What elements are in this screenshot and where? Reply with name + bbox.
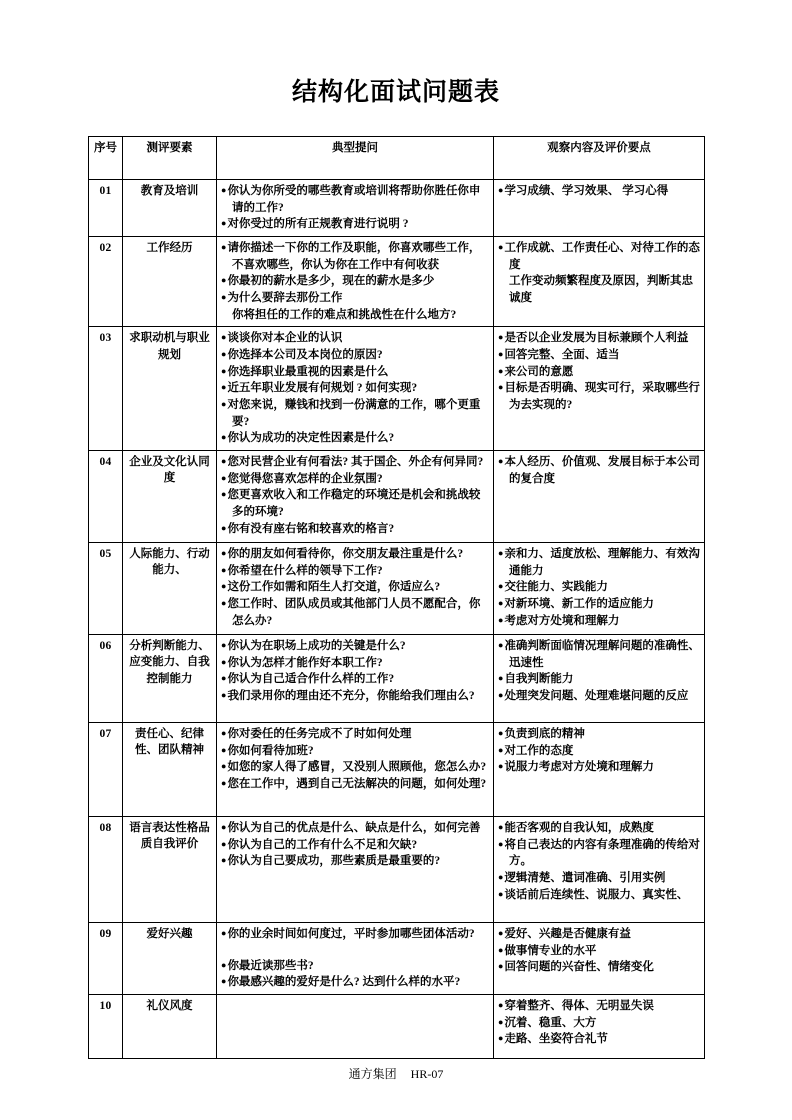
typical-questions-cell (217, 995, 494, 1059)
bullet-icon: ● (221, 656, 227, 667)
bullet-icon: ● (221, 640, 227, 651)
question-text: 你认为自己适合作什么样的工作? (227, 673, 395, 686)
observation-item (498, 579, 700, 596)
observation-item-plain: 工作变动频繁程度及原因，判断其忠诚度 (509, 275, 693, 305)
bullet-icon: ● (498, 888, 504, 899)
bullet-icon: ● (221, 399, 227, 410)
row-number: 06 (89, 635, 123, 723)
footer-org-name: 通方集团 (348, 1067, 397, 1081)
page-title: 结构化面试问题表 (291, 79, 500, 106)
question-item (221, 638, 489, 655)
question-text: 你选择职业最重视的因素是什么 (227, 365, 389, 378)
question-text: 近五年职业发展有何规划 ? 如何实现? (227, 382, 418, 395)
question-list (221, 454, 489, 537)
observation-text: 做事情专业的水平 (504, 944, 597, 957)
assessment-element: 企业及文化认同度 (123, 451, 217, 543)
typical-questions-cell (217, 635, 494, 723)
question-item (221, 330, 489, 347)
typical-questions-cell (217, 723, 494, 817)
observation-text: 工作成就、工作责任心、对待工作的态度 (504, 242, 700, 271)
bullet-icon: ● (221, 673, 227, 684)
observation-points-cell (494, 451, 705, 543)
bullet-icon: ● (221, 185, 227, 195)
footer-doc-code: HR-07 (410, 1067, 444, 1081)
observation-text: 目标是否明确、现实可行，采取哪些行为去实现的? (504, 382, 700, 412)
question-text: 您觉得您喜欢怎样的企业氛围? (227, 472, 383, 485)
observation-text: 准确判断面临情况理解问题的准确性、迅速性 (504, 640, 700, 669)
question-text: 为什么要辞去那份工作 (227, 292, 343, 305)
observation-text: 本人经历、价值观、发展目标于本公司的复合度 (504, 456, 700, 485)
observation-list (498, 998, 700, 1048)
bullet-icon: ● (221, 598, 227, 609)
column-header-element: 测评要素 (123, 137, 217, 180)
assessment-element: 分析判断能力、应变能力、自我控制能力 (123, 635, 217, 723)
observation-text: 交往能力、实践能力 (504, 581, 608, 594)
bullet-icon: ● (498, 332, 504, 343)
row-number: 02 (89, 237, 123, 327)
question-item (221, 671, 489, 688)
observation-item (498, 870, 700, 887)
observation-item (498, 183, 700, 200)
observation-item (498, 671, 700, 688)
question-list (221, 820, 489, 870)
bullet-icon: ● (221, 744, 227, 755)
table-row (89, 327, 705, 451)
question-item-plain: 你将担任的工作的难点和挑战性在什么地方? (232, 308, 457, 321)
observation-text: 沉着、稳重、大方 (504, 1016, 597, 1029)
observation-item (498, 347, 700, 364)
bullet-icon: ● (221, 472, 227, 483)
bullet-icon: ● (498, 349, 504, 360)
observation-text: 说服力考虑对方处境和理解力 (504, 761, 654, 774)
question-item (221, 926, 489, 943)
question-text: 你认为成功的决定性因素是什么? (227, 432, 395, 445)
observation-text: 考虑对方处境和理解力 (504, 614, 620, 627)
question-item (221, 688, 489, 705)
table-row (89, 995, 705, 1059)
observation-text: 逻辑清楚、遣词准确、引用实例 (504, 872, 666, 885)
observation-item (498, 943, 700, 960)
bullet-icon: ● (221, 349, 227, 360)
bullet-icon: ● (498, 614, 504, 625)
observation-item (498, 759, 700, 776)
observation-text: 处理突发问题、处理难堪问题的反应 (504, 690, 689, 703)
question-item (221, 347, 489, 364)
question-item (221, 397, 489, 430)
bullet-icon: ● (498, 690, 504, 701)
observation-text: 回答完整、全面、适当 (504, 349, 620, 362)
row-number: 08 (89, 817, 123, 923)
observation-text: 是否以企业发展为目标兼顾个人利益 (504, 332, 689, 345)
question-list (221, 330, 489, 447)
bullet-icon: ● (221, 332, 227, 343)
table-row (89, 635, 705, 723)
typical-questions-cell (217, 923, 494, 995)
bullet-icon: ● (498, 761, 504, 772)
observation-points-cell (494, 327, 705, 451)
question-item (221, 776, 489, 793)
observation-item (498, 1031, 700, 1048)
observation-points-cell (494, 817, 705, 923)
assessment-element: 爱好兴趣 (123, 923, 217, 995)
question-text: 你对委任的任务完成不了时如何处理 (227, 728, 412, 741)
observation-text: 亲和力、适度放松、理解能力、有效沟通能力 (504, 548, 700, 577)
page-footer (0, 1065, 792, 1082)
bullet-icon: ● (221, 365, 227, 376)
assessment-element: 教育及培训 (123, 180, 217, 237)
bullet-icon: ● (221, 489, 227, 500)
question-text: 您对民营企业有何看法? 其于国企、外企有何异同? (227, 456, 484, 469)
bullet-icon: ● (498, 928, 504, 939)
bullet-icon: ● (498, 944, 504, 955)
observation-item (498, 837, 700, 870)
bullet-icon: ● (498, 581, 504, 592)
observation-points-cell (494, 543, 705, 635)
bullet-icon: ● (221, 728, 227, 739)
question-item (221, 471, 489, 488)
typical-questions-cell (217, 327, 494, 451)
bullet-icon: ● (221, 976, 227, 987)
question-item (221, 487, 489, 520)
observation-list (498, 546, 700, 629)
question-text: 你认为自己的工作有什么不足和欠缺? (227, 838, 418, 851)
observation-item (498, 240, 700, 273)
table-row (89, 451, 705, 543)
bullet-icon: ● (498, 185, 504, 195)
row-number: 10 (89, 995, 123, 1059)
question-item (221, 273, 489, 290)
bullet-icon: ● (498, 640, 504, 651)
question-text: 你的朋友如何看待你，你交朋友最注重是什么? (227, 548, 464, 561)
bullet-icon: ● (498, 838, 504, 849)
assessment-element: 礼仪风度 (123, 995, 217, 1059)
question-list (221, 726, 489, 793)
bullet-icon: ● (221, 292, 227, 303)
observation-item (498, 998, 700, 1015)
question-text: 你认为在职场上成功的关键是什么? (227, 640, 406, 653)
question-text: 你的业余时间如何度过，平时参加哪些团体活动? (227, 928, 475, 941)
question-text: 你最初的薪水是多少，现在的薪水是多少 (227, 275, 435, 288)
bullet-icon: ● (498, 822, 504, 833)
bullet-icon: ● (221, 564, 227, 575)
question-item (221, 655, 489, 672)
question-item (221, 183, 489, 216)
bullet-icon: ● (498, 598, 504, 609)
observation-item (498, 613, 700, 630)
question-text: 您工作时、团队成员或其他部门人员不愿配合，你怎么办? (227, 598, 481, 627)
question-list (221, 546, 489, 629)
bullet-icon: ● (221, 928, 227, 939)
observation-item (498, 688, 700, 705)
table-header (89, 137, 705, 180)
typical-questions-cell (217, 543, 494, 635)
question-item (221, 563, 489, 580)
observation-points-cell (494, 180, 705, 237)
bullet-icon: ● (221, 778, 227, 789)
question-item (221, 837, 489, 854)
observation-text: 能否客观的自我认知，成熟度 (504, 822, 654, 835)
question-list (221, 926, 489, 991)
bullet-icon: ● (498, 961, 504, 972)
bullet-icon: ● (498, 728, 504, 739)
bullet-icon: ● (221, 581, 227, 592)
typical-questions-cell (217, 451, 494, 543)
observation-text: 走路、坐姿符合礼节 (504, 1033, 608, 1046)
assessment-element: 求职动机与职业规划 (123, 327, 217, 451)
observation-item (498, 743, 700, 760)
observation-points-cell (494, 237, 705, 327)
bullet-icon: ● (498, 744, 504, 755)
table-body (89, 180, 705, 1059)
bullet-icon: ● (498, 872, 504, 883)
row-number: 05 (89, 543, 123, 635)
observation-item (498, 380, 700, 413)
question-item (221, 380, 489, 397)
typical-questions-cell (217, 817, 494, 923)
question-text: 谈谈你对本企业的认识 (227, 332, 343, 345)
bullet-icon: ● (498, 1016, 504, 1027)
observation-item (498, 726, 700, 743)
question-item (221, 579, 489, 596)
question-item (221, 596, 489, 629)
question-text: 你如何看待加班? (227, 744, 314, 757)
question-text: 请你描述一下你的工作及职能，你喜欢哪些工作，不喜欢哪些，你认为你在工作中有何收获 (227, 242, 481, 271)
question-list (221, 183, 489, 233)
question-text: 我们录用你的理由还不充分，你能给我们理由么? (227, 690, 475, 703)
question-text: 你希望在什么样的领导下工作? (227, 564, 383, 577)
row-number: 01 (89, 180, 123, 237)
bullet-icon: ● (221, 456, 227, 467)
bullet-icon: ● (498, 242, 504, 253)
observation-item (498, 887, 700, 904)
observation-text: 自我判断能力 (504, 673, 574, 686)
question-item (221, 726, 489, 743)
row-number: 09 (89, 923, 123, 995)
assessment-element: 语言表达性格品质自我评价 (123, 817, 217, 923)
interview-question-table (88, 136, 705, 1059)
question-list (221, 638, 489, 705)
assessment-element: 责任心、纪律性、团队精神 (123, 723, 217, 817)
bullet-icon: ● (221, 761, 227, 772)
question-item (221, 743, 489, 760)
row-number: 04 (89, 451, 123, 543)
bullet-icon: ● (221, 275, 227, 286)
row-number: 03 (89, 327, 123, 451)
observation-item (498, 959, 700, 976)
observation-item (498, 820, 700, 837)
bullet-icon: ● (498, 456, 504, 467)
observation-list (498, 330, 700, 413)
question-text: 你有没有座右铭和较喜欢的格言? (227, 522, 395, 535)
assessment-element: 工作经历 (123, 237, 217, 327)
bullet-icon: ● (221, 432, 227, 443)
bullet-icon: ● (221, 838, 227, 849)
question-text: 对您来说，赚钱和找到一份满意的工作，哪个更重要? (227, 399, 481, 428)
question-item (221, 820, 489, 837)
column-header-no: 序号 (89, 137, 123, 180)
column-header-question: 典型提问 (217, 137, 494, 180)
observation-text: 对工作的态度 (504, 744, 574, 757)
observation-item (498, 546, 700, 579)
observation-text: 谈话前后连续性、说服力、真实性、 (504, 888, 689, 901)
question-text: 你最近读那些书? (227, 959, 314, 972)
question-text: 你最感兴趣的爱好是什么? 达到什么样的水平? (227, 976, 461, 989)
observation-list (498, 820, 700, 903)
observation-text: 穿着整齐、得体、无明显失误 (504, 1000, 654, 1013)
question-text: 对你受过的所有正规教育进行说明 ? (227, 218, 409, 231)
question-text: 您更喜欢收入和工作稳定的环境还是机会和挑战较多的环境? (227, 489, 481, 519)
bullet-icon: ● (221, 855, 227, 866)
bullet-icon: ● (221, 822, 227, 833)
question-item (221, 454, 489, 471)
question-text: 你认为怎样才能作好本职工作? (227, 656, 383, 669)
question-item (221, 430, 489, 447)
bullet-icon: ● (498, 365, 504, 376)
typical-questions-cell (217, 180, 494, 237)
observation-item (498, 364, 700, 381)
observation-item (498, 454, 700, 487)
observation-points-cell (494, 923, 705, 995)
question-item (221, 364, 489, 381)
table-row (89, 723, 705, 817)
observation-list (498, 240, 700, 307)
column-header-observation: 观察内容及评价要点 (494, 137, 705, 180)
observation-points-cell (494, 995, 705, 1059)
question-text: 你选择本公司及本岗位的原因? (227, 349, 383, 362)
typical-questions-cell (217, 237, 494, 327)
bullet-icon: ● (221, 382, 227, 393)
observation-item (498, 596, 700, 613)
question-item (221, 853, 489, 870)
bullet-icon: ● (221, 242, 227, 253)
bullet-icon: ● (498, 548, 504, 559)
observation-text: 回答问题的兴奋性、情绪变化 (504, 961, 654, 974)
observation-item (498, 926, 700, 943)
observation-points-cell (494, 635, 705, 723)
question-item (221, 546, 489, 563)
question-text: 如您的家人得了感冒，又没别人照顾他，您怎么办? (227, 761, 487, 774)
observation-list (498, 926, 700, 976)
row-number: 07 (89, 723, 123, 817)
observation-points-cell (494, 723, 705, 817)
observation-text: 负责到底的精神 (504, 728, 585, 741)
table-row (89, 237, 705, 327)
observation-text: 来公司的意愿 (504, 365, 574, 378)
bullet-icon: ● (498, 382, 504, 393)
question-item (221, 240, 489, 273)
bullet-icon: ● (498, 673, 504, 684)
question-item (221, 974, 489, 991)
bullet-icon: ● (221, 548, 227, 559)
question-list (221, 240, 489, 323)
observation-list (498, 183, 700, 200)
table-row (89, 923, 705, 995)
observation-item (498, 1015, 700, 1032)
question-text: 您在工作中，遇到自己无法解决的问题，如何处理? (227, 778, 487, 791)
observation-item (498, 330, 700, 347)
question-text: 这份工作如需和陌生人打交道，你适应么? (227, 581, 441, 594)
observation-list (498, 726, 700, 776)
bullet-icon: ● (221, 218, 227, 229)
question-item (221, 943, 489, 958)
question-text: 你认为自己要成功，那些素质是最重要的? (227, 855, 441, 868)
table-row (89, 180, 705, 237)
table-row (89, 543, 705, 635)
question-text: 你认为你所受的哪些教育或培训将帮助你胜任你申请的工作? (227, 185, 481, 214)
question-text: 你认为自己的优点是什么、缺点是什么，如何完善 (227, 822, 481, 835)
observation-text: 将自己表达的内容有条理准确的传给对方。 (504, 838, 700, 868)
observation-text: 学习成绩、学习效果、 学习心得 (504, 185, 669, 197)
bullet-icon: ● (221, 959, 227, 970)
question-item (221, 521, 489, 538)
bullet-icon: ● (221, 522, 227, 533)
bullet-icon: ● (498, 1000, 504, 1011)
table-row (89, 817, 705, 923)
assessment-element: 人际能力、行动能力、 (123, 543, 217, 635)
question-item (221, 216, 489, 233)
table-header-row (89, 137, 705, 180)
question-item (221, 958, 489, 975)
observation-item (498, 638, 700, 671)
interview-question-table-wrapper (88, 136, 704, 1059)
question-item (221, 290, 489, 307)
bullet-icon: ● (221, 690, 227, 701)
observation-text: 对新环境、新工作的适应能力 (504, 598, 654, 611)
observation-list (498, 638, 700, 705)
observation-text: 爱好、兴趣是否健康有益 (504, 928, 631, 941)
observation-list (498, 454, 700, 487)
bullet-icon: ● (498, 1033, 504, 1044)
question-item (221, 759, 489, 776)
